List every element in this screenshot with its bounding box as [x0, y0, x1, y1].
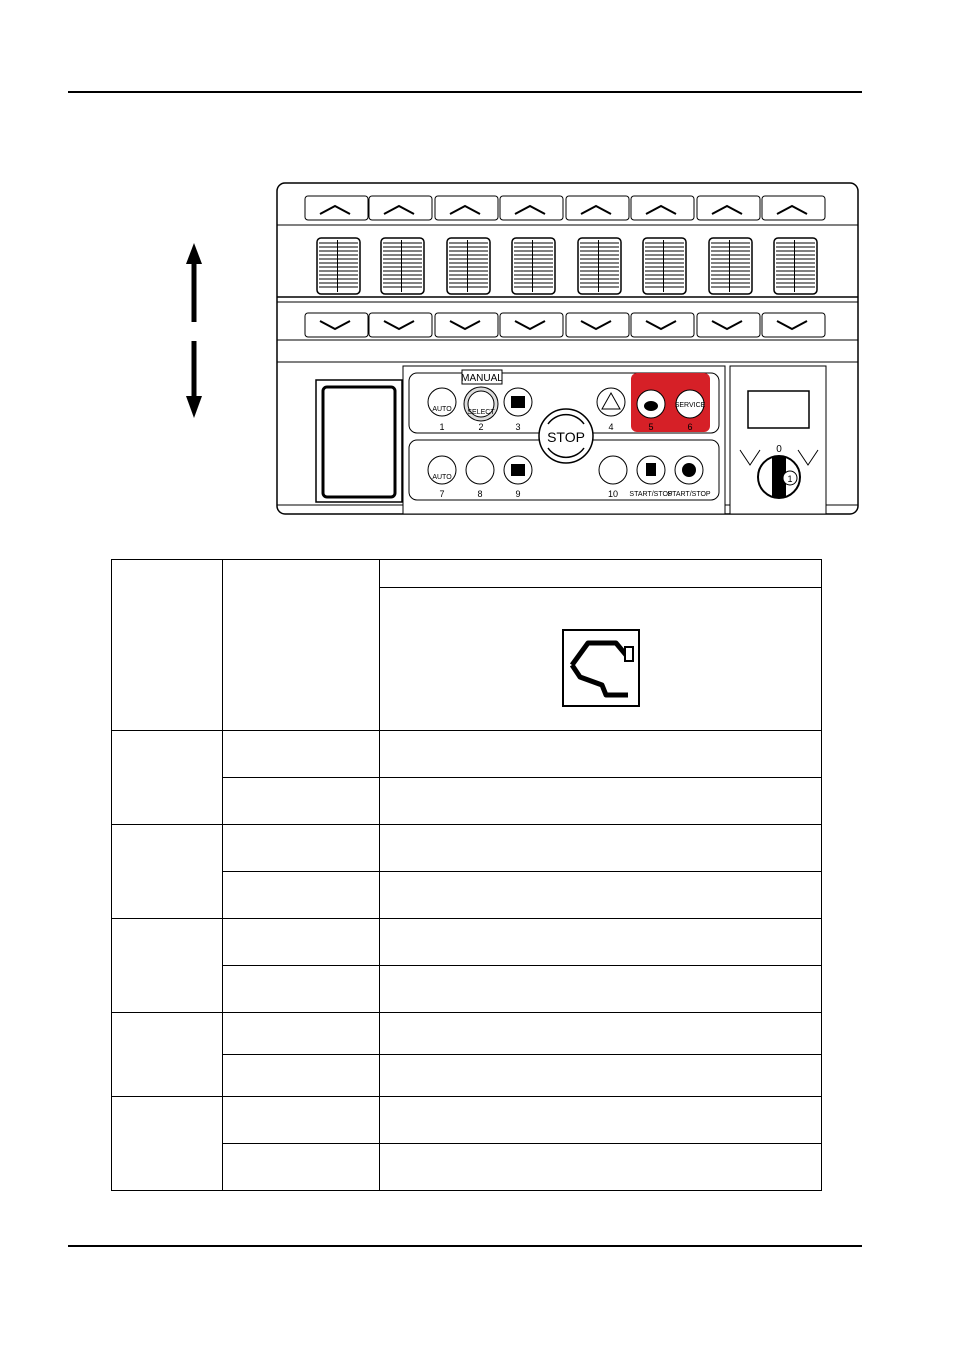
table-cell: [223, 872, 380, 919]
svg-text:8: 8: [477, 489, 483, 499]
control-lever-1[interactable]: [317, 238, 360, 294]
excavator-boom-icon: [562, 629, 640, 707]
upper-label-7: [697, 196, 760, 220]
svg-text:START/STOP: START/STOP: [667, 491, 711, 498]
display-window: [323, 387, 395, 497]
svg-text:START/STOP: START/STOP: [629, 491, 673, 498]
table-row-label: [112, 1097, 223, 1191]
stop-button[interactable]: [539, 409, 593, 463]
control-lever-2[interactable]: [381, 238, 424, 294]
control-lever-5[interactable]: [578, 238, 621, 294]
control-lever-7[interactable]: [709, 238, 752, 294]
table-row-label: [112, 731, 223, 825]
table-row-label: [112, 1013, 223, 1097]
svg-text:9: 9: [515, 489, 521, 499]
control-panel-illustration: [0, 0, 954, 560]
table-header-cell: [223, 560, 380, 731]
svg-text:6: 6: [687, 422, 693, 432]
table-row-label: [112, 919, 223, 1013]
upper-label-5: [566, 196, 629, 220]
control-lever-6[interactable]: [643, 238, 686, 294]
upper-label-1: [305, 196, 368, 220]
table-cell: [223, 825, 380, 872]
table-header-cell: [112, 560, 223, 731]
svg-text:0: 0: [776, 444, 782, 455]
table-cell: [380, 1097, 822, 1144]
control-lever-8[interactable]: [774, 238, 817, 294]
table-cell: [223, 919, 380, 966]
lower-label-2: [369, 313, 432, 337]
control-lever-4[interactable]: [512, 238, 555, 294]
table-header-cell: [380, 560, 822, 588]
up-arrow-icon: [186, 243, 202, 322]
table-row-label: [112, 825, 223, 919]
lower-label-3: [435, 313, 498, 337]
svg-text:3: 3: [515, 422, 521, 432]
table-cell: [380, 966, 822, 1013]
svg-text:2: 2: [478, 422, 484, 432]
upper-label-3: [435, 196, 498, 220]
svg-text:AUTO: AUTO: [432, 474, 452, 481]
lower-label-4: [500, 313, 563, 337]
upper-label-8: [762, 196, 825, 220]
upper-label-4: [500, 196, 563, 220]
table-cell: [380, 825, 822, 872]
table-cell: [380, 919, 822, 966]
lower-label-5: [566, 313, 629, 337]
down-arrow-icon: [186, 341, 202, 418]
table-cell: [380, 872, 822, 919]
lower-label-7: [697, 313, 760, 337]
svg-text:1: 1: [787, 474, 793, 484]
table-cell: [380, 1144, 822, 1191]
header-icon-cell: [380, 588, 822, 731]
lower-label-1: [305, 313, 368, 337]
table-cell: [223, 966, 380, 1013]
svg-text:1: 1: [439, 422, 445, 432]
svg-text:4: 4: [608, 422, 614, 432]
svg-text:10: 10: [607, 489, 619, 499]
table-cell: [223, 731, 380, 778]
table-cell: [380, 1013, 822, 1055]
table-cell: [380, 1055, 822, 1097]
table-cell: [223, 1013, 380, 1055]
hour-meter-window: [748, 391, 809, 428]
svg-text:STOP: STOP: [547, 429, 585, 445]
svg-text:5: 5: [648, 422, 654, 432]
specification-table: [111, 559, 822, 1191]
table-cell: [223, 1055, 380, 1097]
lower-label-6: [631, 313, 694, 337]
svg-text:7: 7: [439, 489, 445, 499]
table-cell: [380, 778, 822, 825]
svg-text:SERVICE: SERVICE: [674, 402, 706, 409]
control-lever-3[interactable]: [447, 238, 490, 294]
footer-rule: [68, 1245, 862, 1247]
table-cell: [223, 778, 380, 825]
table-cell: [380, 731, 822, 778]
lower-label-8: [762, 313, 825, 337]
table-cell: [223, 1097, 380, 1144]
table-cell: [223, 1144, 380, 1191]
svg-text:SELECT: SELECT: [467, 409, 495, 416]
upper-label-2: [369, 196, 432, 220]
upper-label-6: [631, 196, 694, 220]
svg-text:AUTO: AUTO: [432, 406, 452, 413]
manual-badge: MANUAL: [461, 373, 503, 384]
